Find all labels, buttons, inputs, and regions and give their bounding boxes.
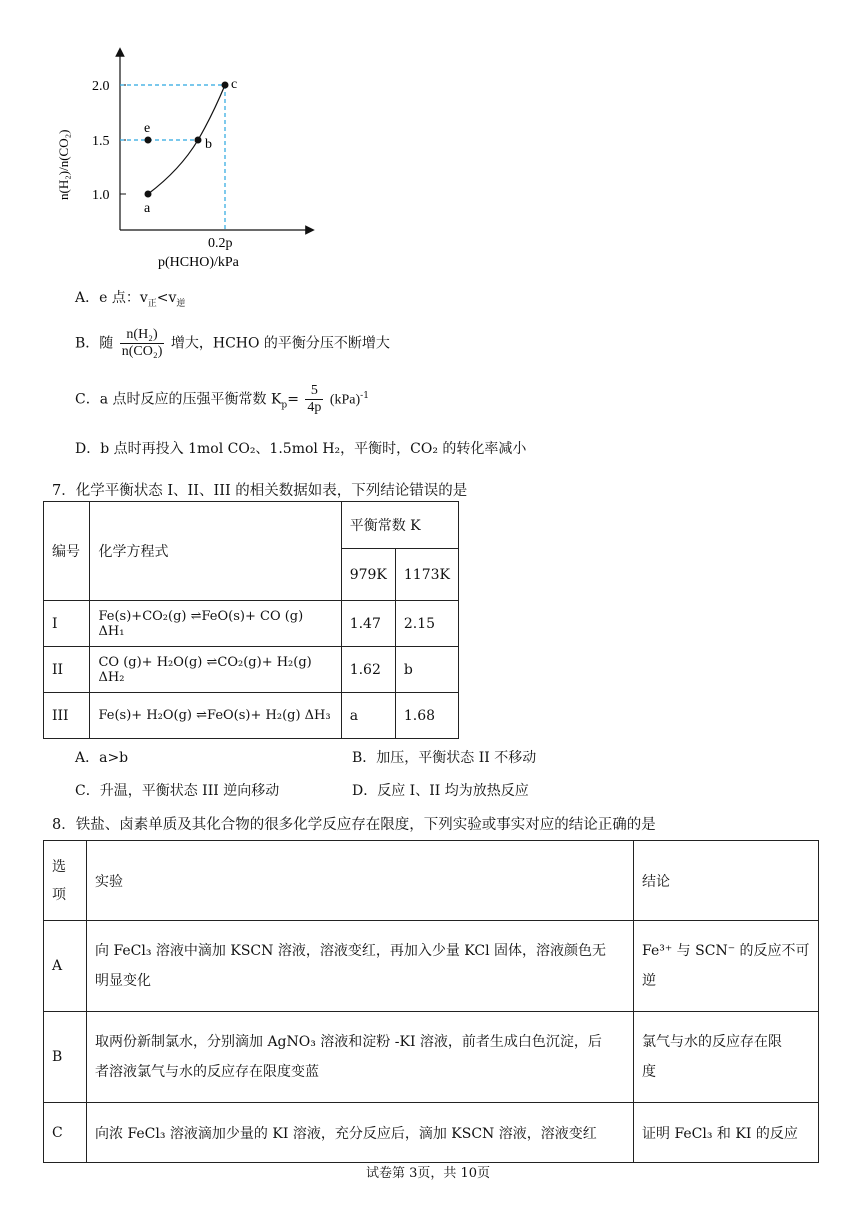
q8-header-experiment: 实验 [87,841,634,921]
q7-header-id: 编号 [44,502,90,601]
page-footer: 试卷第 3页，共 10页 [366,1166,491,1181]
kp-fraction: $\frac{5}{4p}$ [307,383,322,415]
table-row: II CO (g)+ H₂O(g) ⇌CO₂(g)+ H₂(g) ΔH₂ 1.62 b [44,647,459,693]
x-tick-0-2p: 0.2p [208,236,233,251]
q7-header-eq: 化学方程式 [90,502,341,601]
q7-option-a: A．a>b [75,750,129,766]
q7-table [43,501,459,739]
q8-table [43,840,819,1163]
q7-stem: 7．化学平衡状态 I、II、III 的相关数据如表，下列结论错误的是 [52,483,468,499]
q7-header-t1: 979K [341,549,395,601]
q8-header-conclusion: 结论 [634,841,819,921]
label-e: e [144,121,151,136]
label-b: b [205,137,212,152]
table-row: A 向 FeCl₃ 溶液中滴加 KSCN 溶液，溶液变红，再加入少量 KCl 固体，溶液颜色无 明显变化 Fe³⁺ 与 SCN⁻ 的反应不可 逆 [44,921,819,1012]
y-tick-2: 2.0 [92,79,110,94]
label-c: c [231,77,238,92]
q7-header-k: 平衡常数 K [341,502,458,549]
q7-header-t2: 1173K [395,549,458,601]
q7-option-c: C．升温，平衡状态 III 逆向移动 [75,783,280,799]
point-e [145,137,152,144]
y-tick-1: 1.0 [92,188,110,203]
table-row: I Fe(s)+CO₂(g) ⇌FeO(s)+ CO (g) ΔH₁ 1.47 2.15 [44,601,459,647]
y-tick-1-5: 1.5 [92,134,110,149]
table-row: B 取两份新制氯水，分别滴加 AgNO₃ 溶液和淀粉 -KI 溶液，前者生成白色沉淀，后 者溶液氯气与水的反应存在限度变蓝 氯气与水的反应存在限 度 [44,1012,819,1103]
y-axis-label: n(H₂)/n(CO₂) [56,129,71,200]
table-row: C 向浓 FeCl₃ 溶液滴加少量的 KI 溶液，充分反应后，滴加 KSCN 溶液，溶液变红 证明 FeCl₃ 和 KI 的反应 [44,1103,819,1163]
ratio-fraction: $\frac{\text{n(H₂)}}{\text{n(CO₂)}}$ [121,327,163,359]
q7-option-d: D．反应 I、II 均为放热反应 [352,783,529,799]
x-axis-label: p(HCHO)/kPa [158,255,239,270]
point-a [145,191,152,198]
q8-header-option: 选 项 [44,841,87,921]
q8-stem: 8．铁盐、卤素单质及其化合物的很多化学反应存在限度，下列实验或事实对应的结论正确的是 [52,817,656,833]
point-c [222,82,229,89]
label-a: a [144,201,151,216]
q6-option-a: A．e 点：$v_正<v_逆$ [75,290,186,309]
point-b [195,137,202,144]
table-row: III Fe(s)+ H₂O(g) ⇌FeO(s)+ H₂(g) ΔH₃ a 1.68 [44,693,459,739]
q6-option-c: C．a 点时反应的压强平衡常数 $K_p=$ $\frac{5}{4p}$ (kPa)$^{-1}$ [75,383,369,415]
q7-option-b: B．加压，平衡状态 II 不移动 [352,750,537,766]
q6-option-b: B．随 $\frac{\text{n(H₂)}}{\text{n(CO₂)}}$ 增大，HCHO 的平衡分压不断增大 [75,327,390,359]
q6-option-d: D．b 点时再投入 1mol CO₂、1.5mol H₂，平衡时，CO₂ 的转化率减小 [75,441,527,457]
ratio-vs-pressure-chart [40,40,340,280]
